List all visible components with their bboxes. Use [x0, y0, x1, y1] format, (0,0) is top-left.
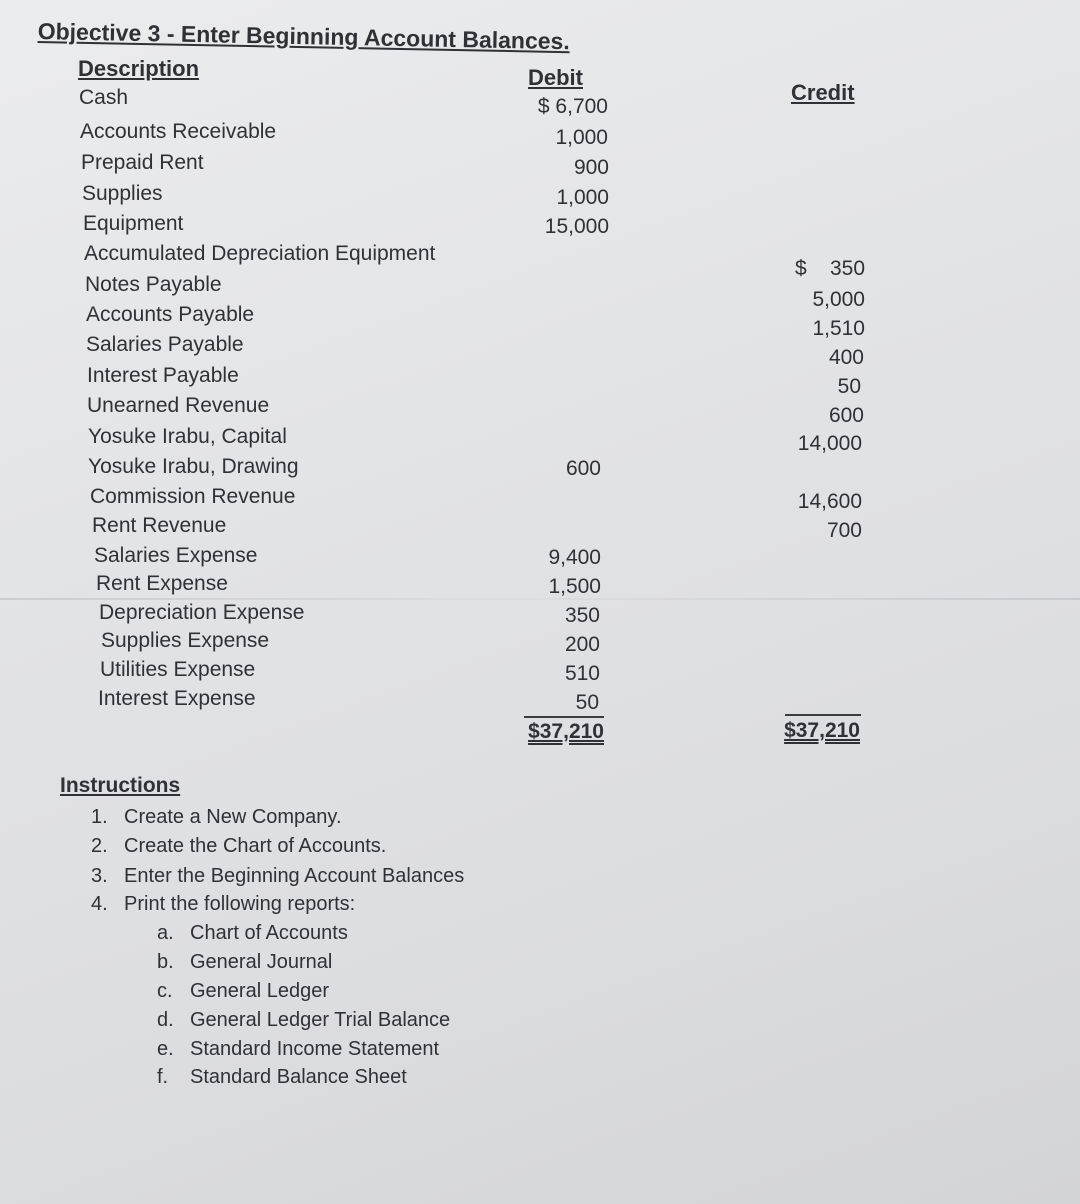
debit-total-rule [524, 716, 604, 718]
account-name: Rent Expense [96, 572, 228, 595]
account-name: Interest Payable [87, 364, 239, 387]
report-text: Chart of Accounts [190, 922, 348, 944]
credit-total-rule [785, 714, 861, 716]
step-text: Print the following reports: [124, 893, 356, 915]
credit-total: $37,210 [784, 719, 860, 742]
account-name: Accumulated Depreciation Equipment [84, 242, 436, 265]
debit-amount: 510 [564, 662, 600, 685]
account-name: Rent Revenue [92, 514, 227, 537]
paper-fold [0, 598, 1080, 600]
credit-header: Credit [791, 80, 855, 105]
instructions-title: Instructions [60, 774, 181, 797]
step-number: 4. [91, 893, 108, 915]
description-header: Description [78, 56, 200, 81]
account-name: Salaries Payable [86, 333, 244, 356]
debit-amount: 600 [565, 457, 601, 480]
report-letter: b. [157, 951, 174, 973]
debit-amount: 15,000 [544, 215, 609, 238]
credit-amount: 50 [837, 375, 861, 398]
credit-amount: $ 350 [794, 257, 865, 280]
debit-amount: 1,500 [548, 575, 601, 598]
report-letter: e. [157, 1038, 174, 1060]
account-name: Commission Revenue [90, 485, 296, 508]
account-name: Prepaid Rent [81, 151, 204, 174]
report-letter: d. [157, 1009, 174, 1031]
account-name: Supplies Expense [101, 629, 270, 652]
credit-amount: 700 [826, 519, 862, 542]
account-name: Accounts Payable [86, 303, 255, 326]
step-text: Create a New Company. [124, 806, 342, 828]
debit-amount: $ 6,700 [537, 95, 608, 118]
account-name: Yosuke Irabu, Drawing [88, 455, 299, 478]
credit-amount: 400 [828, 346, 864, 369]
credit-amount: 600 [828, 404, 864, 427]
account-name: Yosuke Irabu, Capital [88, 425, 287, 448]
debit-amount: 1,000 [555, 126, 608, 149]
credit-amount: 14,000 [797, 432, 862, 455]
debit-amount: 50 [575, 691, 599, 714]
account-name: Supplies [82, 182, 163, 205]
page-title: Objective 3 - Enter Beginning Account Balances. [37, 18, 571, 55]
account-name: Accounts Receivable [80, 120, 277, 143]
account-name: Utilities Expense [100, 658, 256, 681]
debit-total: $37,210 [528, 720, 604, 743]
report-letter: f. [157, 1066, 169, 1088]
account-name: Interest Expense [98, 687, 256, 710]
account-name: Unearned Revenue [87, 394, 270, 417]
report-text: Standard Income Statement [190, 1038, 440, 1060]
debit-amount: 200 [564, 633, 600, 656]
report-text: General Ledger [190, 980, 329, 1002]
step-text: Enter the Beginning Account Balances [124, 865, 465, 887]
step-number: 3. [91, 865, 108, 887]
debit-amount: 1,000 [556, 186, 609, 209]
account-name: Equipment [83, 212, 184, 235]
account-name: Depreciation Expense [99, 601, 305, 624]
report-text: Standard Balance Sheet [190, 1066, 407, 1088]
report-text: General Ledger Trial Balance [190, 1009, 451, 1031]
debit-amount: 9,400 [548, 546, 601, 569]
credit-amount: 5,000 [812, 288, 865, 311]
step-number: 2. [91, 835, 108, 857]
debit-amount: 900 [573, 156, 609, 179]
credit-amount: 1,510 [812, 317, 865, 340]
account-name: Cash [79, 86, 129, 109]
account-name: Salaries Expense [94, 544, 258, 567]
report-letter: a. [157, 922, 174, 944]
debit-amount: 350 [564, 604, 600, 627]
step-text: Create the Chart of Accounts. [124, 835, 387, 857]
account-name: Notes Payable [85, 273, 222, 296]
step-number: 1. [91, 806, 108, 828]
credit-amount: 14,600 [797, 490, 862, 513]
debit-header: Debit [528, 65, 583, 90]
report-letter: c. [157, 980, 173, 1002]
report-text: General Journal [190, 951, 333, 973]
